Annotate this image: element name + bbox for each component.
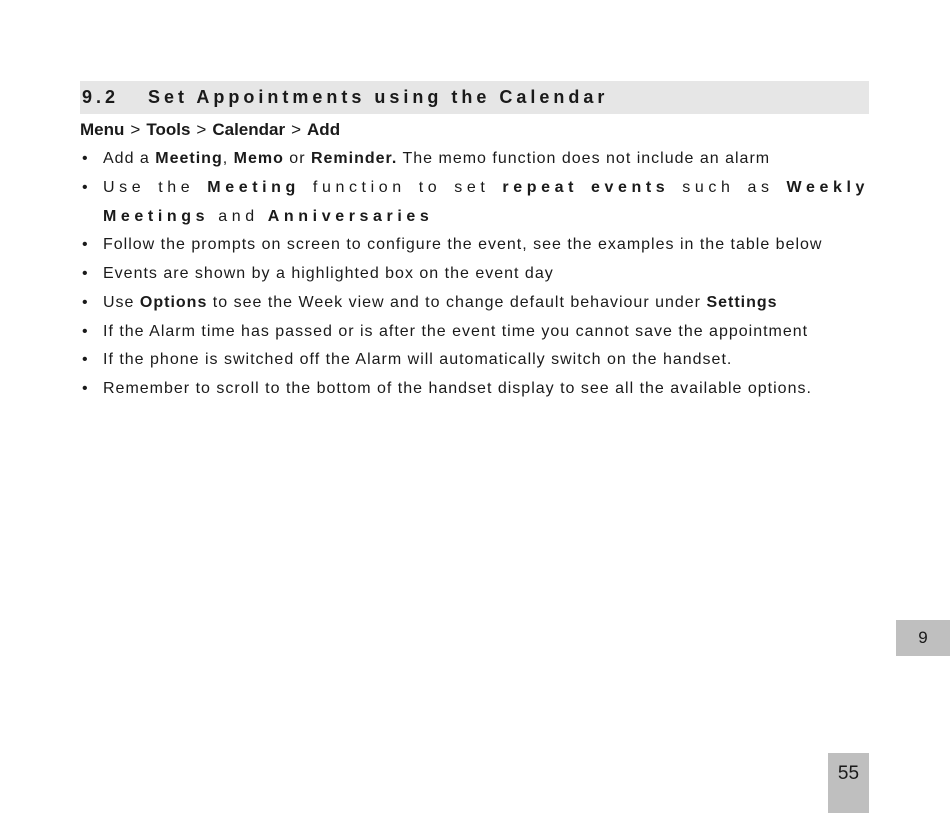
list-item: • If the phone is switched off the Alarm will automatically switch on the handset. xyxy=(80,346,869,375)
list-item: • Follow the prompts on screen to configure the event, see the examples in the table below xyxy=(80,231,869,260)
bullet-list xyxy=(80,145,869,404)
breadcrumb-item-add: Add xyxy=(307,120,341,139)
breadcrumb-separator: > xyxy=(196,120,207,139)
breadcrumb xyxy=(80,118,340,142)
breadcrumb-item-menu: Menu xyxy=(80,120,125,139)
list-item: • Remember to scroll to the bottom of the handset display to see all the available options. xyxy=(80,375,869,404)
chapter-tab: 9 xyxy=(896,620,950,656)
list-item: • Use the Meeting function to set repeat events such as Weekly Meetings and Anniversaries xyxy=(80,174,869,232)
section-title: Set Appointments using the Calendar xyxy=(148,87,609,107)
list-item: • Add a Meeting, Memo or Reminder. The memo function does not include an alarm xyxy=(80,145,869,174)
breadcrumb-separator: > xyxy=(130,120,141,139)
breadcrumb-item-tools: Tools xyxy=(146,120,191,139)
list-item: • Use Options to see the Week view and to change default behaviour under Settings xyxy=(80,289,869,318)
section-heading xyxy=(80,81,869,114)
breadcrumb-item-calendar: Calendar xyxy=(212,120,286,139)
list-item: • Events are shown by a highlighted box on the event day xyxy=(80,260,869,289)
page-number: 55 xyxy=(828,753,869,813)
section-number: 9.2 xyxy=(82,87,120,107)
list-item: • If the Alarm time has passed or is after the event time you cannot save the appointment xyxy=(80,318,869,347)
breadcrumb-separator: > xyxy=(291,120,302,139)
